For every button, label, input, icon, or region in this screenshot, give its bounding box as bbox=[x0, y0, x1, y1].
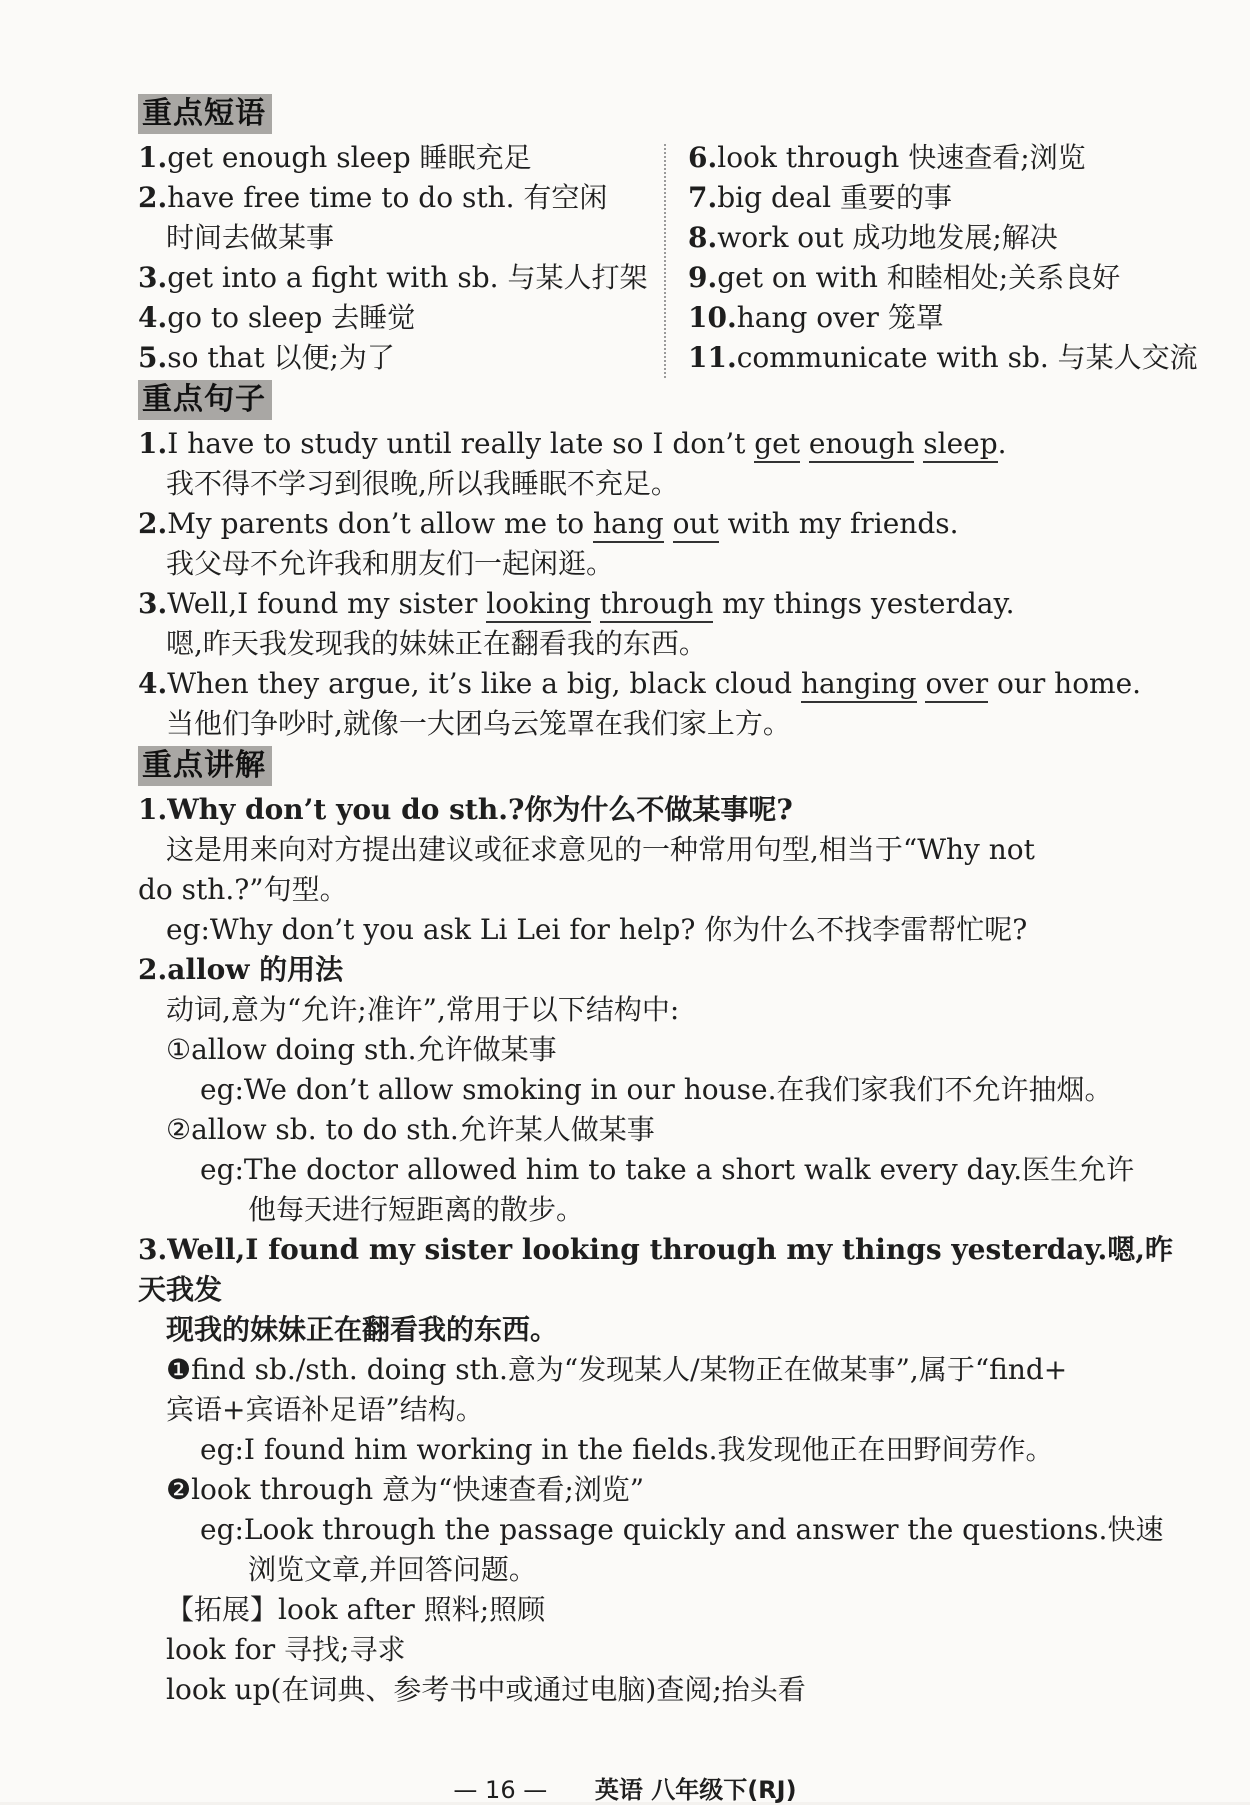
phrase-item: 8.work out 成功地发展;解决 bbox=[688, 221, 1058, 254]
phrase-item: 4.go to sleep 去睡觉 bbox=[138, 301, 416, 334]
example-sentence: eg:Look through the passage quickly and answer the questions.快速 bbox=[200, 1513, 1164, 1546]
blank-word: looking bbox=[486, 587, 591, 623]
phrase-item: 9.get on with 和睦相处;关系良好 bbox=[688, 261, 1121, 294]
example-sentence: eg:The doctor allowed him to take a short walk every day.医生允许 bbox=[200, 1153, 1135, 1186]
phrase-item: 10.hang over 笼罩 bbox=[688, 301, 944, 334]
usage-pattern-continued: 宾语+宾语补足语”结构。 bbox=[166, 1393, 484, 1426]
example-sentence-continued: 他每天进行短距离的散步。 bbox=[248, 1193, 585, 1226]
example-sentence: eg:I found him working in the fields.我发现他正在田野间劳作。 bbox=[200, 1433, 1054, 1466]
explain-heading: 重点讲解 bbox=[138, 746, 272, 786]
phrase-item: 5.so that 以便;为了 bbox=[138, 341, 395, 374]
extension-note: look for 寻找;寻求 bbox=[166, 1633, 406, 1666]
sentence-chinese: 我不得不学习到很晚,所以我睡眠不充足。 bbox=[166, 467, 679, 500]
example-sentence: eg:We don’t allow smoking in our house.在我们家我们不允许抽烟。 bbox=[200, 1073, 1113, 1106]
explain-text: 动词,意为“允许;准许”,常用于以下结构中: bbox=[166, 993, 680, 1026]
book-title: 英语 八年级下(RJ) bbox=[594, 1776, 797, 1804]
extension-note: look up(在词典、参考书中或通过电脑)查阅;抬头看 bbox=[166, 1673, 806, 1706]
phrase-item-continued: 时间去做某事 bbox=[166, 221, 335, 254]
blank-word: hanging bbox=[801, 667, 917, 703]
explain-point-title: 3.Well,I found my sister looking through my things yesterday.嗯,昨天我发 bbox=[138, 1233, 1174, 1306]
sentence-english: 4.When they argue, it’s like a big, black cloud hanging over our home. bbox=[138, 664, 1188, 704]
phrases-heading: 重点短语 bbox=[138, 94, 272, 134]
usage-pattern: ❷look through 意为“快速查看;浏览” bbox=[166, 1473, 645, 1506]
sentence-chinese: 嗯,昨天我发现我的妹妹正在翻看我的东西。 bbox=[166, 627, 707, 660]
usage-pattern: ①allow doing sth.允许做某事 bbox=[166, 1033, 557, 1066]
explain-list bbox=[138, 790, 1188, 1710]
phrase-item: 3.get into a fight with sb. 与某人打架 bbox=[138, 261, 648, 294]
phrase-item: 6.look through 快速查看;浏览 bbox=[688, 141, 1086, 174]
phrases-list bbox=[138, 138, 1198, 378]
sentence-english: 2.My parents don’t allow me to hang out with my friends. bbox=[138, 504, 1188, 544]
blank-word: sleep bbox=[923, 427, 997, 463]
phrase-item: 2.have free time to do sth. 有空闲 bbox=[138, 181, 608, 214]
usage-pattern: ❶find sb./sth. doing sth.意为“发现某人/某物正在做某事”,属于“find+ bbox=[166, 1353, 1068, 1386]
phrase-item: 11.communicate with sb. 与某人交流 bbox=[688, 341, 1198, 374]
explain-point-title-continued: 现我的妹妹正在翻看我的东西。 bbox=[166, 1313, 559, 1346]
column-divider bbox=[664, 144, 666, 378]
sentence-english: 1.I have to study until really late so I don’t get enough sleep. bbox=[138, 424, 1188, 464]
blank-word: hang bbox=[593, 507, 664, 543]
extension-note: 【拓展】look after 照料;照顾 bbox=[166, 1593, 546, 1626]
phrase-item: 7.big deal 重要的事 bbox=[688, 181, 952, 214]
usage-pattern: ②allow sb. to do sth.允许某人做某事 bbox=[166, 1113, 655, 1146]
blank-word: through bbox=[600, 587, 714, 623]
page-number: — 16 — bbox=[453, 1776, 548, 1804]
explain-point-title: 2.allow 的用法 bbox=[138, 953, 344, 986]
example-sentence-continued: 浏览文章,并回答问题。 bbox=[248, 1553, 537, 1586]
sentence-chinese: 当他们争吵时,就像一大团乌云笼罩在我们家上方。 bbox=[166, 707, 791, 740]
sentences-list bbox=[138, 424, 1188, 744]
sentence-english: 3.Well,I found my sister looking through my things yesterday. bbox=[138, 584, 1188, 624]
blank-word: out bbox=[673, 507, 719, 543]
phrases-left-column bbox=[138, 138, 654, 378]
blank-word: enough bbox=[809, 427, 914, 463]
explain-text: do sth.?”句型。 bbox=[138, 873, 348, 906]
blank-word: over bbox=[925, 667, 988, 703]
sentences-heading: 重点句子 bbox=[138, 380, 272, 420]
explain-text: 这是用来向对方提出建议或征求意见的一种常用句型,相当于“Why not bbox=[166, 833, 1035, 866]
sentence-chinese: 我父母不允许我和朋友们一起闲逛。 bbox=[166, 547, 615, 580]
blank-word: get bbox=[754, 427, 800, 463]
page-footer bbox=[0, 1770, 1250, 1805]
explain-point-title: 1.Why don’t you do sth.?你为什么不做某事呢? bbox=[138, 793, 793, 826]
example-sentence: eg:Why don’t you ask Li Lei for help? 你为什么不找李雷帮忙呢? bbox=[166, 913, 1028, 946]
phrases-right-column bbox=[688, 138, 1198, 378]
content bbox=[138, 92, 1198, 1710]
phrase-item: 1.get enough sleep 睡眠充足 bbox=[138, 141, 532, 174]
